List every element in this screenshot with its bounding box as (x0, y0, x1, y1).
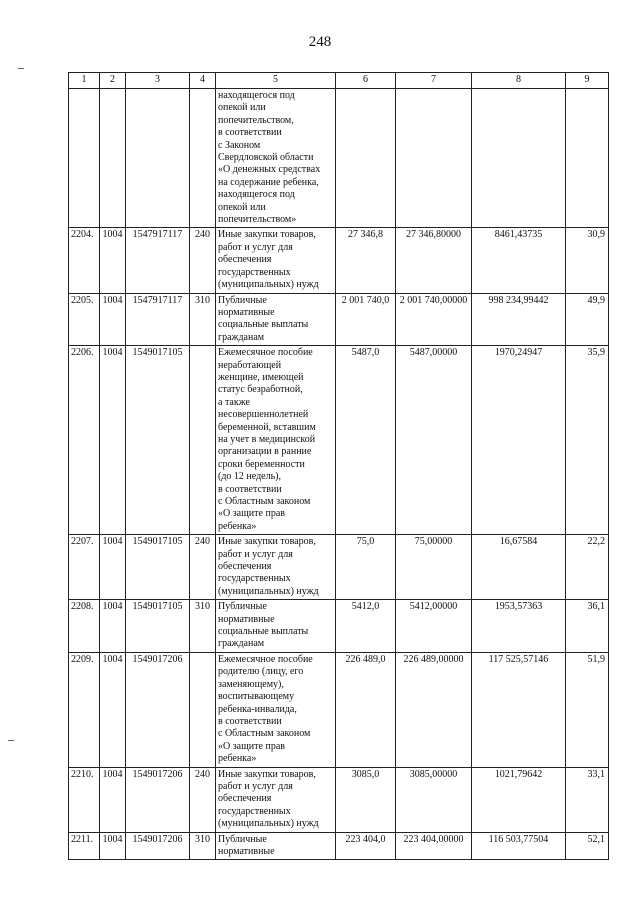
table-header-row (69, 73, 609, 89)
cell-row-number: 2210. (69, 767, 100, 832)
col-header-6: 6 (336, 73, 396, 89)
cell-actual: 116 503,77504 (472, 832, 566, 860)
cell-percent: 36,1 (566, 600, 609, 653)
table-row-continuation (69, 89, 609, 228)
budget-table (68, 72, 609, 860)
cell-name: Ежемесячное пособие родителю (лицу, его заменяющему), воспитывающему ребенка-инвалида, в соответствии с Областным законом «О защите прав ребенка» (216, 652, 336, 767)
table-row (69, 767, 609, 832)
cell-code: 1549017206 (126, 652, 190, 767)
cell-plan-exact: 2 001 740,00000 (396, 293, 472, 346)
cell-plan-exact: 223 404,00000 (396, 832, 472, 860)
cell-plan-exact: 5487,00000 (396, 346, 472, 535)
cell-section: 1004 (100, 600, 126, 653)
cell-row-number: 2205. (69, 293, 100, 346)
cell-plan: 5412,0 (336, 600, 396, 653)
cell-plan-exact: 27 346,80000 (396, 228, 472, 293)
cell-plan: 226 489,0 (336, 652, 396, 767)
cell-percent: 33,1 (566, 767, 609, 832)
table-row (69, 832, 609, 860)
col-header-2: 2 (100, 73, 126, 89)
col-header-3: 3 (126, 73, 190, 89)
cell-type: 310 (190, 600, 216, 653)
col-header-8: 8 (472, 73, 566, 89)
cell-percent: 35,9 (566, 346, 609, 535)
cell-name: Иные закупки товаров, работ и услуг для обеспечения государственных (муниципальных) нужд (216, 228, 336, 293)
cell-row-number: 2209. (69, 652, 100, 767)
cell-row-number: 2204. (69, 228, 100, 293)
cell-section: 1004 (100, 832, 126, 860)
cell-plan-exact: 226 489,00000 (396, 652, 472, 767)
cell-plan-exact: 75,00000 (396, 535, 472, 600)
cell-type: 310 (190, 832, 216, 860)
cell-row-number: 2211. (69, 832, 100, 860)
table-row (69, 346, 609, 535)
cell-code: 1547917117 (126, 293, 190, 346)
cell-plan: 5487,0 (336, 346, 396, 535)
cell-actual: 1021,79642 (472, 767, 566, 832)
cell-type (190, 652, 216, 767)
cell-section: 1004 (100, 228, 126, 293)
cell-row-number: 2206. (69, 346, 100, 535)
table-row (69, 228, 609, 293)
col-header-7: 7 (396, 73, 472, 89)
cell-row-number: 2208. (69, 600, 100, 653)
margin-mark (18, 68, 24, 69)
cell-actual: 8461,43735 (472, 228, 566, 293)
cell-name: Ежемесячное пособие неработающей женщине, имеющей статус безработной, а также несовершеннолетней беременной, вставшим на учет в медицинской организации в ранние сроки беременности (до 12 недель), в соответствии с Областным законом «О защите прав ребенка» (216, 346, 336, 535)
cell-actual: 998 234,99442 (472, 293, 566, 346)
cell-code: 1549017206 (126, 832, 190, 860)
table-row (69, 600, 609, 653)
cell-percent: 52,1 (566, 832, 609, 860)
cell-name: Иные закупки товаров, работ и услуг для обеспечения государственных (муниципальных) нужд (216, 535, 336, 600)
cell-name: Иные закупки товаров, работ и услуг для обеспечения государственных (муниципальных) нужд (216, 767, 336, 832)
cell-plan: 75,0 (336, 535, 396, 600)
col-header-9: 9 (566, 73, 609, 89)
cell-percent: 22,2 (566, 535, 609, 600)
cell-code: 1549017105 (126, 600, 190, 653)
cell-section: 1004 (100, 652, 126, 767)
cell-row-number: 2207. (69, 535, 100, 600)
cell-code: 1549017206 (126, 767, 190, 832)
margin-mark (8, 740, 14, 741)
cell-plan: 27 346,8 (336, 228, 396, 293)
col-header-1: 1 (69, 73, 100, 89)
cell-percent: 51,9 (566, 652, 609, 767)
cell-name: находящегося под опекой или попечительством, в соответствии с Законом Свердловской области «О денежных средствах на содержание ребенка, находящегося под опекой или попечительством» (216, 89, 336, 228)
cell-name: Публичные нормативные социальные выплаты гражданам (216, 600, 336, 653)
cell-actual: 117 525,57146 (472, 652, 566, 767)
cell-plan-exact: 5412,00000 (396, 600, 472, 653)
cell-plan: 2 001 740,0 (336, 293, 396, 346)
cell-plan: 223 404,0 (336, 832, 396, 860)
table-row (69, 652, 609, 767)
cell-plan: 3085,0 (336, 767, 396, 832)
cell-code: 1549017105 (126, 346, 190, 535)
cell-actual: 16,67584 (472, 535, 566, 600)
cell-section: 1004 (100, 293, 126, 346)
cell-code: 1549017105 (126, 535, 190, 600)
page-number: 248 (308, 34, 332, 50)
cell-type (190, 346, 216, 535)
cell-section: 1004 (100, 535, 126, 600)
cell-percent: 49,9 (566, 293, 609, 346)
table-row (69, 293, 609, 346)
cell-plan-exact: 3085,00000 (396, 767, 472, 832)
cell-percent: 30,9 (566, 228, 609, 293)
col-header-4: 4 (190, 73, 216, 89)
cell-name: Публичные нормативные социальные выплаты гражданам (216, 293, 336, 346)
cell-type: 240 (190, 535, 216, 600)
cell-section: 1004 (100, 767, 126, 832)
cell-actual: 1953,57363 (472, 600, 566, 653)
cell-type: 310 (190, 293, 216, 346)
cell-code: 1547917117 (126, 228, 190, 293)
cell-type: 240 (190, 767, 216, 832)
cell-type: 240 (190, 228, 216, 293)
cell-actual: 1970,24947 (472, 346, 566, 535)
cell-name: Публичные нормативные (216, 832, 336, 860)
cell-section: 1004 (100, 346, 126, 535)
col-header-5: 5 (216, 73, 336, 89)
table-row (69, 535, 609, 600)
